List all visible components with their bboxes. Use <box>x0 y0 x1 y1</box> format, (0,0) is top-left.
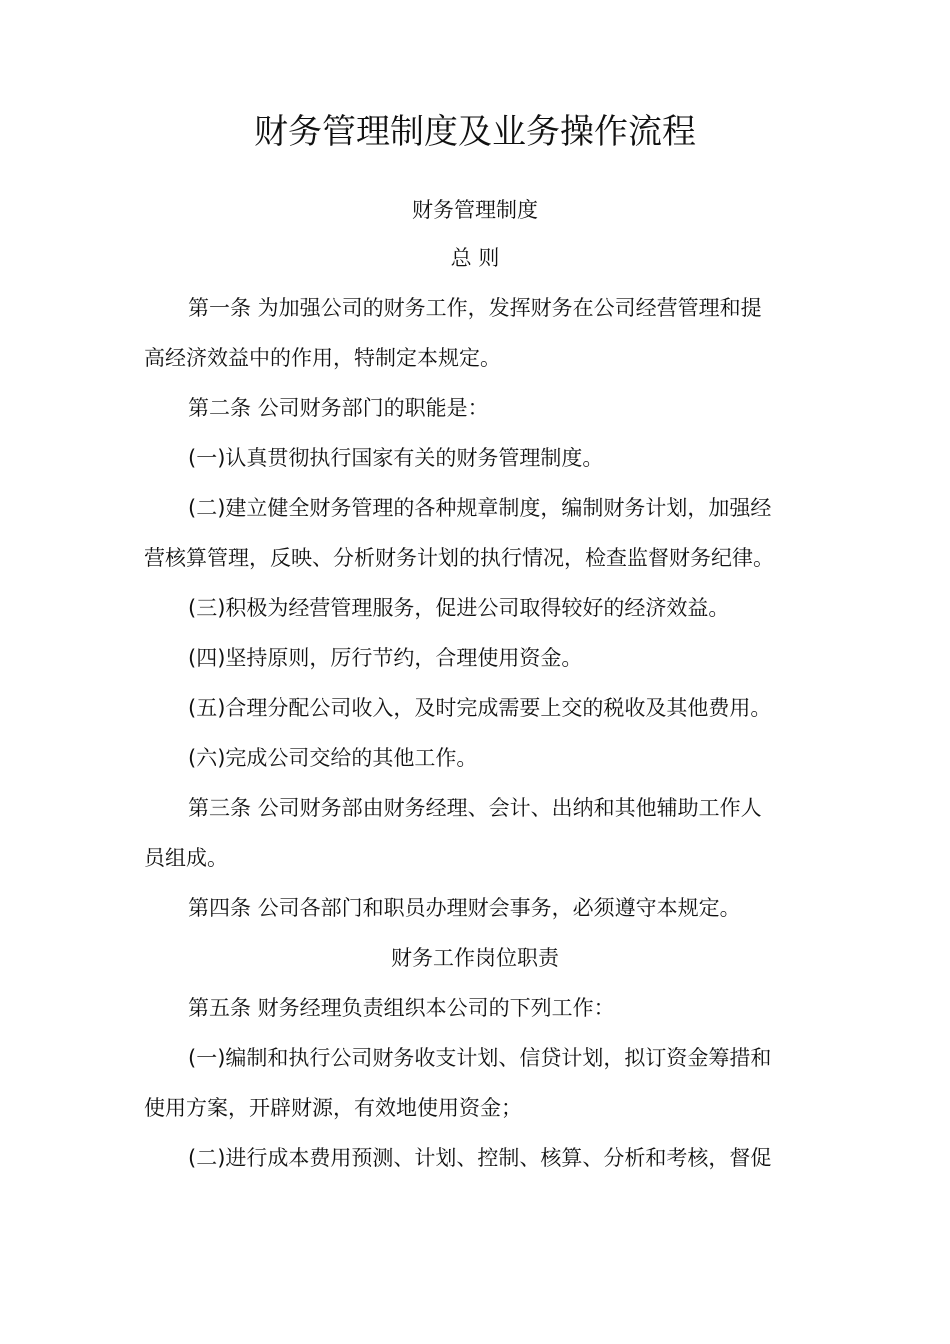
article-5-item-1-line-2: 使用方案，开辟财源，有效地使用资金； <box>144 1096 522 1120</box>
article-1-line-1: 第一条 为加强公司的财务工作，发挥财务在公司经营管理和提 <box>188 296 762 320</box>
article-2-item-3: (三)积极为经营管理服务，促进公司取得较好的经济效益。 <box>188 596 730 620</box>
article-4: 第四条 公司各部门和职员办理财会事务，必须遵守本规定。 <box>188 896 741 920</box>
article-2-item-2-line-1: (二)建立健全财务管理的各种规章制度，编制财务计划，加强经 <box>188 496 772 520</box>
article-5: 第五条 财务经理负责组织本公司的下列工作： <box>188 996 615 1020</box>
article-3-line-1: 第三条 公司财务部由财务经理、会计、出纳和其他辅助工作人 <box>188 796 762 820</box>
document-title: 财务管理制度及业务操作流程 <box>254 112 696 152</box>
article-2: 第二条 公司财务部门的职能是： <box>188 396 489 420</box>
section-heading-financial-management: 财务管理制度 <box>412 198 538 222</box>
article-5-item-2-line-1: (二)进行成本费用预测、计划、控制、核算、分析和考核，督促 <box>188 1146 772 1170</box>
article-2-item-5: (五)合理分配公司收入，及时完成需要上交的税收及其他费用。 <box>188 696 772 720</box>
article-2-item-1: (一)认真贯彻执行国家有关的财务管理制度。 <box>188 446 604 470</box>
section-heading-job-duties: 财务工作岗位职责 <box>391 946 559 970</box>
article-1-line-2: 高经济效益中的作用，特制定本规定。 <box>144 346 501 370</box>
article-2-item-2-line-2: 营核算管理，反映、分析财务计划的执行情况，检查监督财务纪律。 <box>144 546 774 570</box>
article-2-item-4: (四)坚持原则，厉行节约，合理使用资金。 <box>188 646 583 670</box>
section-heading-general-provisions: 总 则 <box>450 246 500 270</box>
article-3-line-2: 员组成。 <box>144 846 228 870</box>
article-2-item-6: (六)完成公司交给的其他工作。 <box>188 746 478 770</box>
article-5-item-1-line-1: (一)编制和执行公司财务收支计划、信贷计划，拟订资金筹措和 <box>188 1046 772 1070</box>
